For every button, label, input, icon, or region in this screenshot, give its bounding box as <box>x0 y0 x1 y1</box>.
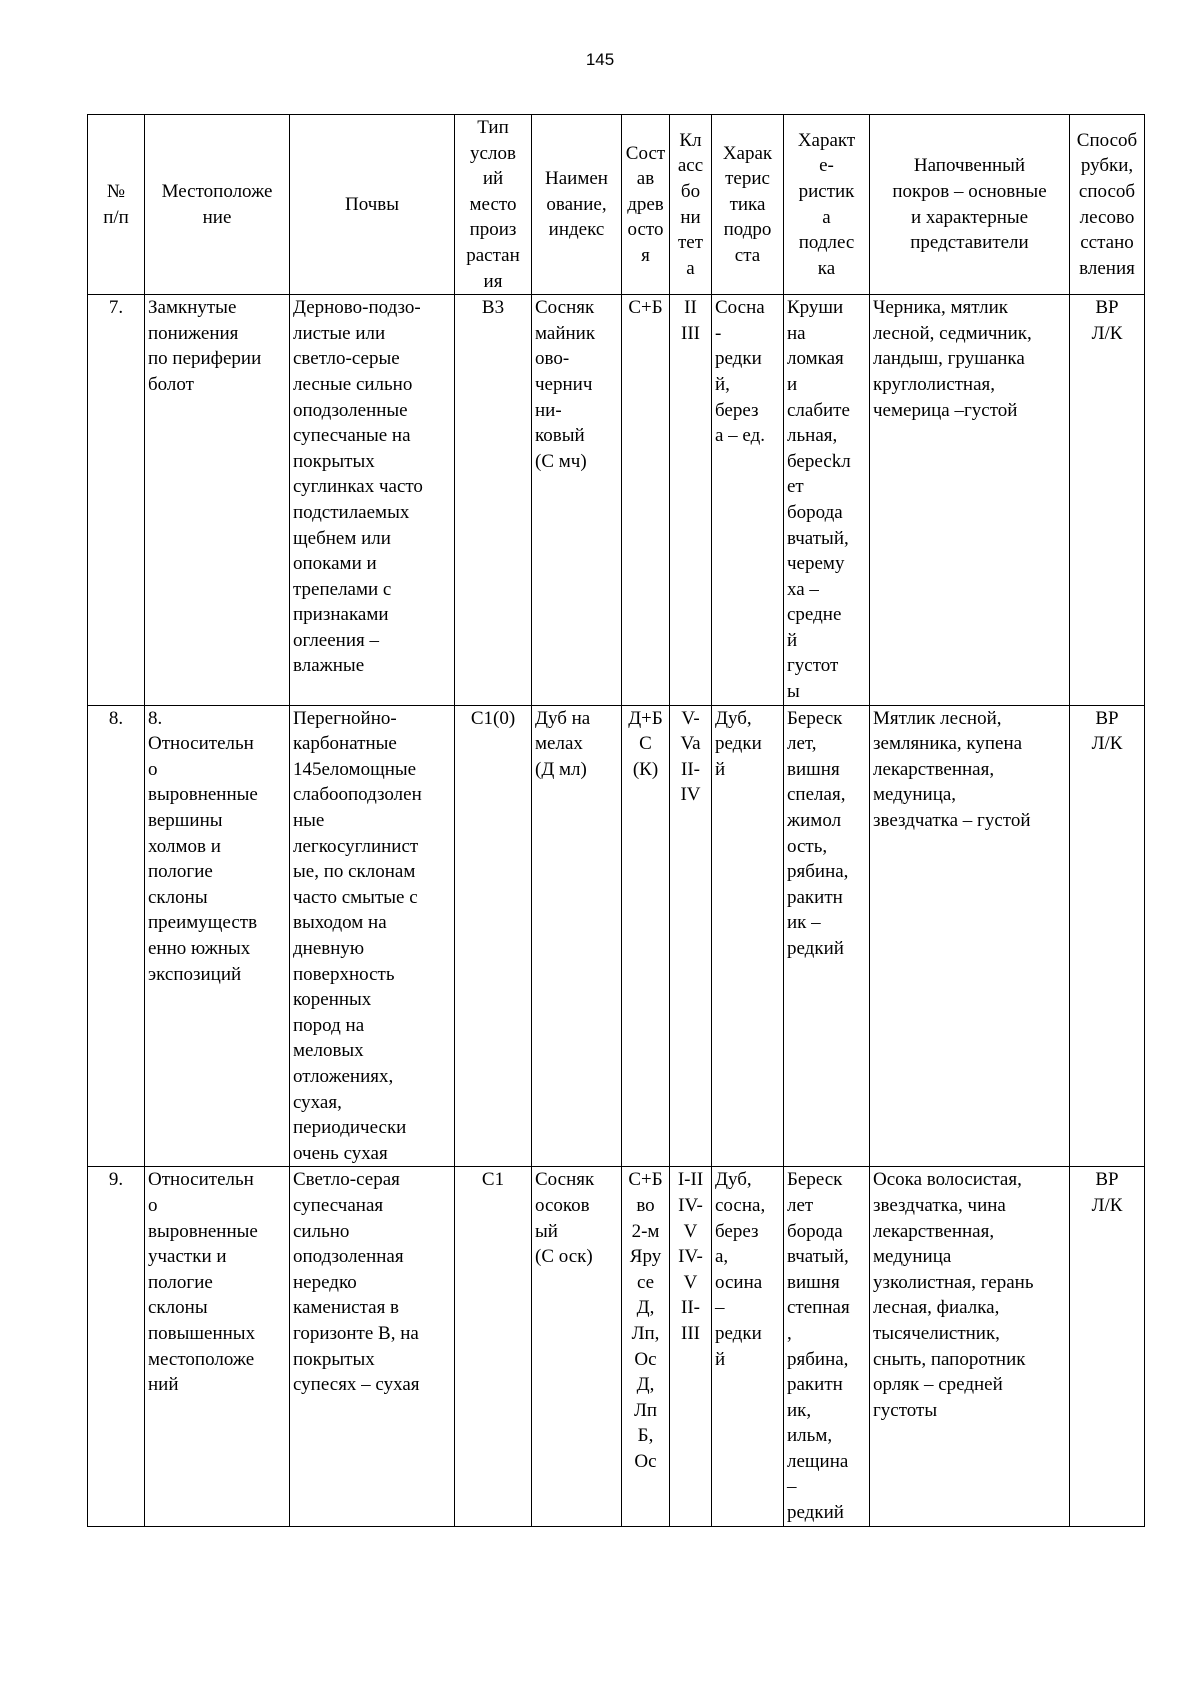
location-cell: Относительн о выровненные участки и пологие склоны повышенных местоположе ний <box>145 1167 290 1526</box>
undergrowth-cell: Сосна - редки й, берез а – ед. <box>712 295 784 706</box>
header-underbrush: Характ е- ристик а подлес ка <box>784 115 870 295</box>
underbrush-cell: Береск лет, вишня спелая, жимол ость, рябина, ракитн ик – редкий <box>784 705 870 1167</box>
underbrush-cell: Круши на ломкая и слабите льная, бересkл ет борода вчатый, черему ха – средне й густот ы <box>784 295 870 706</box>
felling-method-cell: ВР Л/К <box>1070 295 1145 706</box>
soils-cell: Дерново-подзо- листые или светло-серые лесные сильно оподзоленные супесчаные на покрытых суглинках часто подстилаемых щебнем или опоками и трепелами с признаками оглеения – влажные <box>290 295 455 706</box>
location-cell: Замкнутые понижения по периферии болот <box>145 295 290 706</box>
site-class-cell: I-II IV- V IV- V II- III <box>670 1167 712 1526</box>
name-index-cell: Сосняк майник ово- чернич ни- ковый (С мч) <box>532 295 622 706</box>
table-row <box>88 1167 1145 1526</box>
row-number: 8. <box>88 705 145 1167</box>
undergrowth-cell: Дуб, редки й <box>712 705 784 1167</box>
name-index-cell: Сосняк осоков ый (С оск) <box>532 1167 622 1526</box>
growth-type-cell: В3 <box>455 295 532 706</box>
ground-cover-cell: Мятлик лесной, земляника, купена лекарственная, медуница, звездчатка – густой <box>870 705 1070 1167</box>
table-row <box>88 295 1145 706</box>
header-undergrowth: Харак терис тика подро ста <box>712 115 784 295</box>
header-felling-method: Способ рубки, способ лесово сстано вления <box>1070 115 1145 295</box>
header-stand-composition: Сост ав древ осто я <box>622 115 670 295</box>
soils-cell: Светло-серая супесчаная сильно оподзоленная нередко каменистая в горизонте В, на покрытых супесях – сухая <box>290 1167 455 1526</box>
name-index-cell: Дуб на мелах (Д мл) <box>532 705 622 1167</box>
growth-type-cell: С1 <box>455 1167 532 1526</box>
header-location: Местоположе ние <box>145 115 290 295</box>
growth-type-cell: С1(0) <box>455 705 532 1167</box>
location-cell: 8. Относительн о выровненные вершины холмов и пологие склоны преимуществ енно южных экспозиций <box>145 705 290 1167</box>
felling-method-cell: ВР Л/К <box>1070 705 1145 1167</box>
header-name-index: Наимен ование, индекс <box>532 115 622 295</box>
site-class-cell: V- Va II- IV <box>670 705 712 1167</box>
stand-composition-cell: С+Б <box>622 295 670 706</box>
header-growth-conditions-type: Тип услов ий место произ растан ия <box>455 115 532 295</box>
stand-composition-cell: С+Б во 2-м Яру се Д, Лп, Ос Д, Лп Б, Ос <box>622 1167 670 1526</box>
row-number: 7. <box>88 295 145 706</box>
site-class-cell: II III <box>670 295 712 706</box>
felling-method-cell: ВР Л/К <box>1070 1167 1145 1526</box>
forest-types-table <box>87 114 1145 1527</box>
stand-composition-cell: Д+Б С (К) <box>622 705 670 1167</box>
page-number: 145 <box>585 50 615 69</box>
header-site-class: Кл асс бо ни тет а <box>670 115 712 295</box>
ground-cover-cell: Черника, мятлик лесной, седмичник, ландыш, грушанка круглолистная, чемерица –густой <box>870 295 1070 706</box>
undergrowth-cell: Дуб, сосна, берез а, осина – редки й <box>712 1167 784 1526</box>
header-soils: Почвы <box>290 115 455 295</box>
table-row <box>88 705 1145 1167</box>
underbrush-cell: Береск лет борода вчатый, вишня степная , рябина, ракитн ик, ильм, лещина – редкий <box>784 1167 870 1526</box>
table-header-row <box>88 115 1145 295</box>
row-number: 9. <box>88 1167 145 1526</box>
ground-cover-cell: Осока волосистая, звездчатка, чина лекарственная, медуница узколистная, герань лесная, фиалка, тысячелистник, сныть, папоротник орляк – средней густоты <box>870 1167 1070 1526</box>
soils-cell: Перегнойно- карбонатные 145еломощные слабооподзолен ные легкосуглинист ые, по склонам часто смытые с выходом на дневную поверхность коренных пород на меловых отложениях, сухая, периодически очень сухая <box>290 705 455 1167</box>
header-ground-cover: Напочвенный покров – основные и характерные представители <box>870 115 1070 295</box>
header-number: № п/п <box>88 115 145 295</box>
